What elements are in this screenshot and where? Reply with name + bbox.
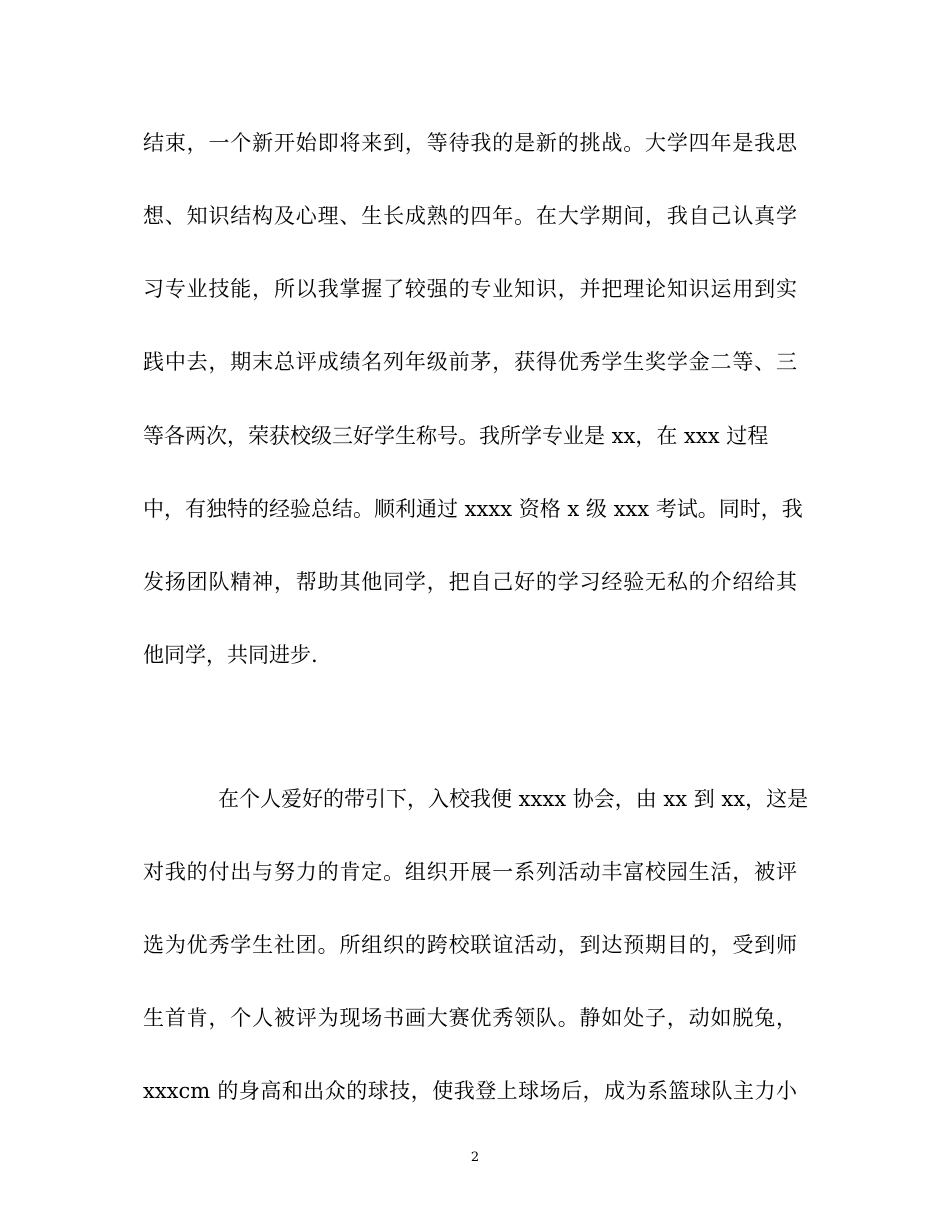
text-line: 结束，一个新开始即将来到，等待我的是新的挑战。大学四年是我思: [143, 131, 797, 155]
text-line: 践中去，期末总评成绩名列年级前茅，获得优秀学生奖学金二等、三: [143, 350, 797, 374]
text-line: 生首肯，个人被评为现场书画大赛优秀领队。静如处子，动如脱兔，: [143, 1006, 797, 1030]
text-line: 想、知识结构及心理、生长成熟的四年。在大学期间，我自己认真学: [143, 204, 797, 228]
text-line: 选为优秀学生社团。所组织的跨校联谊活动，到达预期目的，受到师: [143, 933, 797, 957]
text-line: xxxcm 的身高和出众的球技，使我登上球场后，成为系篮球队主力小: [143, 1079, 797, 1103]
text-line: 对我的付出与努力的肯定。组织开展一系列活动丰富校园生活，被评: [143, 860, 797, 884]
text-line: 他同学，共同进步.: [143, 643, 318, 667]
text-line: 习专业技能，所以我掌握了较强的专业知识，并把理论知识运用到实: [143, 277, 797, 301]
text-line: 在个人爱好的带引下，入校我便 xxxx 协会，由 xx 到 xx，这是: [218, 787, 809, 811]
text-line: 中，有独特的经验总结。顺利通过 xxxx 资格 x 级 xxx 考试。同时，我: [143, 497, 803, 521]
text-line: 等各两次，荣获校级三好学生称号。我所学专业是 xx，在 xxx 过程: [143, 424, 769, 448]
text-line: 发扬团队精神，帮助其他同学，把自己好的学习经验无私的介绍给其: [143, 570, 797, 594]
page-number: 2: [470, 1150, 480, 1165]
